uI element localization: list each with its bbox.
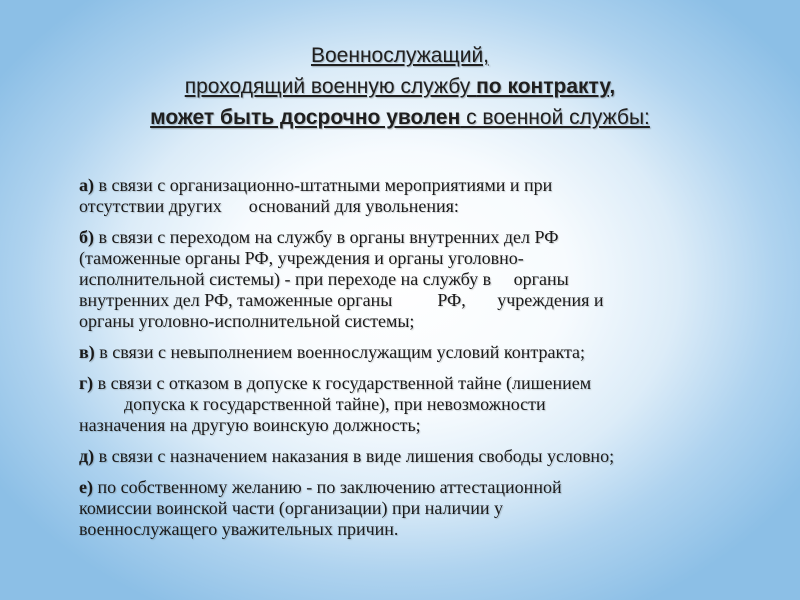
list-item-text: в связи с организационно-штатными мероприятиями и при — [94, 175, 553, 195]
list-item-line — [79, 196, 744, 217]
list-item-text: в связи с отказом в допуске к государственной тайне (лишением — [93, 373, 592, 393]
list-item-text: допуска к государственной тайне), при невозможности — [79, 394, 546, 414]
list-item-text: в связи с назначением наказания в виде лишения свободы условно; — [94, 446, 615, 466]
list-item-letter: е) — [79, 477, 93, 497]
list-item-letter: д) — [79, 446, 95, 466]
list-item-text: внутренних дел РФ, таможенные органы РФ, учреждения и — [79, 290, 604, 310]
list-item-letter: г) — [79, 373, 94, 393]
list-item — [79, 446, 744, 467]
list-item-line — [79, 446, 744, 467]
title-line-3-bold: может быть досрочно уволен — [150, 106, 461, 129]
list-item-text: в связи с переходом на службу в органы внутренних дел РФ — [94, 227, 559, 247]
list-item-line — [79, 498, 744, 519]
title-line-2-bold: по контракту, — [476, 75, 616, 98]
list-item-line — [79, 519, 744, 540]
list-item-line — [79, 477, 744, 498]
list-item-line — [79, 175, 744, 196]
list-item-text: в связи с невыполнением военнослужащим условий контракта; — [94, 342, 586, 362]
list-item-line — [79, 342, 744, 363]
list-item-line — [79, 290, 744, 311]
title-line-3-text: с военной службы: — [460, 106, 650, 129]
list-item-letter: б) — [79, 227, 94, 247]
list-item-line — [79, 269, 744, 290]
list-item — [79, 373, 744, 436]
list-item-line — [79, 311, 744, 332]
title-line-3 — [60, 102, 740, 133]
slide-title — [60, 40, 740, 133]
list-item-letter: а) — [79, 175, 94, 195]
list-item-line — [79, 394, 744, 415]
title-line-2-text: проходящий военную службу — [184, 75, 477, 98]
list-item-text: назначения на другую воинскую должность; — [79, 415, 421, 435]
list-item-text: органы уголовно-исполнительной системы; — [79, 311, 415, 331]
list-item — [79, 342, 744, 363]
list-item-text: отсутствии других оснований для увольнения: — [79, 196, 459, 216]
list-item-line — [79, 248, 744, 269]
list-item-text: (таможенные органы РФ, учреждения и органы уголовно- — [79, 248, 524, 268]
list-item-line — [79, 227, 744, 248]
title-line-2 — [60, 71, 740, 102]
list-item-line — [79, 415, 744, 436]
list-item-letter: в) — [79, 342, 95, 362]
title-line-1: Военнослужащий, — [310, 44, 490, 67]
list-item — [79, 477, 744, 540]
list-item-text: исполнительной системы) - при переходе на службу в органы — [79, 269, 569, 289]
list-item-text: по собственному желанию - по заключению аттестационной — [92, 477, 562, 497]
grounds-list — [79, 175, 744, 550]
list-item-line — [79, 373, 744, 394]
list-item — [79, 175, 744, 217]
list-item-text: военнослужащего уважительных причин. — [79, 519, 399, 539]
list-item-text: комиссии воинской части (организации) при наличии у — [79, 498, 503, 518]
list-item — [79, 227, 744, 332]
